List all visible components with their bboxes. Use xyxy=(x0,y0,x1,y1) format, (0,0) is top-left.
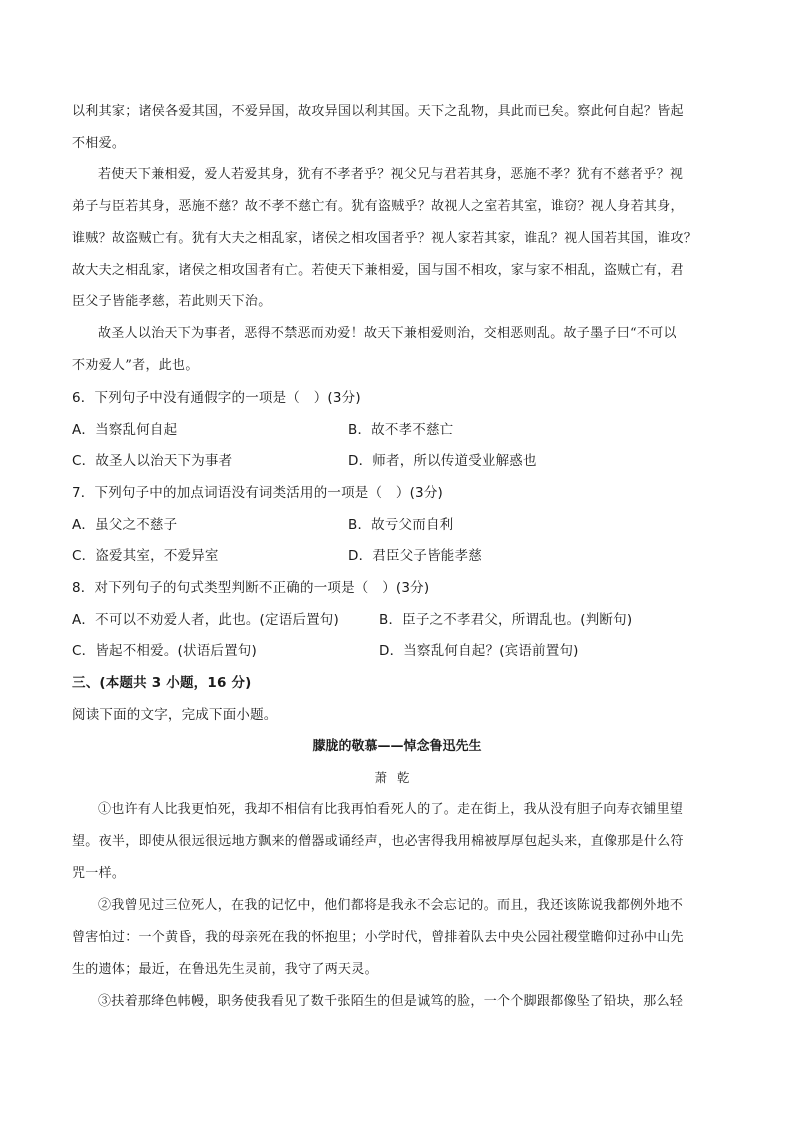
passage-line: 以利其家；诸侯各爱其国，不爱异国，故攻异国以利其国。天下之乱物，具此而已矣。察此何自起？皆起 xyxy=(72,104,684,119)
q6-option-c: C．故圣人以治天下为事者 xyxy=(72,453,233,469)
q8-option-d: D．当察乱何自起？(宾语前置句) xyxy=(379,643,579,659)
q7-option-c: C．盗爱其室，不爱异室 xyxy=(72,548,219,564)
passage-line: 臣父子皆能孝慈，若此则天下治。 xyxy=(72,294,272,309)
question-8-stem: 8．对下列句子的句式类型判断不正确的一项是（ ）(3分) xyxy=(72,580,430,596)
section-3-heading: 三、(本题共 3 小题，16 分) xyxy=(72,675,252,691)
passage-line: 弟子与臣若其身，恶施不慈？故不孝不慈亡有。犹有盗贼乎？故视人之室若其室，谁窃？视人身若其身， xyxy=(72,199,684,214)
passage-line: 若使天下兼相爱，爱人若爱其身，犹有不孝者乎？视父兄与君若其身，恶施不孝？犹有不慈者乎？视 xyxy=(98,167,684,182)
article-author: 萧乾 xyxy=(374,770,420,785)
article-line: ②我曾见过三位死人，在我的记忆中，他们都将是我永不会忘记的。而且，我还该陈说我都例外地不 xyxy=(98,898,684,913)
article-line: ①也许有人比我更怕死，我却不相信有比我再怕看死人的了。走在街上，我从没有胆子向寿衣铺里望 xyxy=(98,802,684,817)
article-line: ③扶着那绛色帏幔，职务使我看见了数千张陌生的但是诚笃的脸，一个个脚跟都像坠了铅块，那么轻 xyxy=(98,994,684,1009)
q6-option-b: B．故不孝不慈亡 xyxy=(348,422,454,438)
question-6-stem: 6．下列句子中没有通假字的一项是（ ）(3分) xyxy=(72,390,361,406)
q8-option-b: B．臣子之不孝君父，所谓乱也。(判断句) xyxy=(379,612,633,628)
reading-instruction: 阅读下面的文字，完成下面小题。 xyxy=(72,707,278,723)
passage-line: 不相爱。 xyxy=(72,136,126,151)
passage-line: 谁贼？故盗贼亡有。犹有大夫之相乱家，诸侯之相攻国者乎？视人家若其家，谁乱？视人国若其国，谁攻？ xyxy=(72,231,698,246)
article-line: 曾害怕过：一个黄昏，我的母亲死在我的怀抱里；小学时代，曾排着队去中央公园社稷堂瞻仰过孙中山先 xyxy=(72,930,684,945)
passage-line: 不劝爱人”者，此也。 xyxy=(72,358,199,373)
q7-option-a: A．虽父之不慈子 xyxy=(72,517,178,533)
q6-option-a: A．当察乱何自起 xyxy=(72,422,178,438)
passage-line: 故大夫之相乱家，诸侯之相攻国者有亡。若使天下兼相爱，国与国不相攻，家与家不相乱，盗贼亡有，君 xyxy=(72,263,684,278)
article-line: 望。夜半，即使从很远很远地方飘来的僧器或诵经声，也必害得我用棉被厚厚包起头来，直像那是什么符 xyxy=(72,834,684,849)
q8-option-a: A．不可以不劝爱人者，此也。(定语后置句) xyxy=(72,612,339,628)
q7-option-d: D．君臣父子皆能孝慈 xyxy=(348,548,482,564)
article-line: 咒一样。 xyxy=(72,866,126,881)
article-title: 朦胧的敬慕——悼念鲁迅先生 xyxy=(312,739,482,754)
q7-option-b: B．故亏父而自利 xyxy=(348,517,454,533)
question-7-stem: 7．下列句子中的加点词语没有词类活用的一项是（ ）(3分) xyxy=(72,485,444,501)
q8-option-c: C．皆起不相爱。(状语后置句) xyxy=(72,643,257,659)
article-line: 生的遗体；最近，在鲁迅先生灵前，我守了两天灵。 xyxy=(72,962,378,977)
q6-option-d: D．师者，所以传道受业解惑也 xyxy=(348,453,537,469)
passage-line: 故圣人以治天下为事者，恶得不禁恶而劝爱！故天下兼相爱则治，交相恶则乱。故子墨子曰“不可以 xyxy=(98,326,677,341)
